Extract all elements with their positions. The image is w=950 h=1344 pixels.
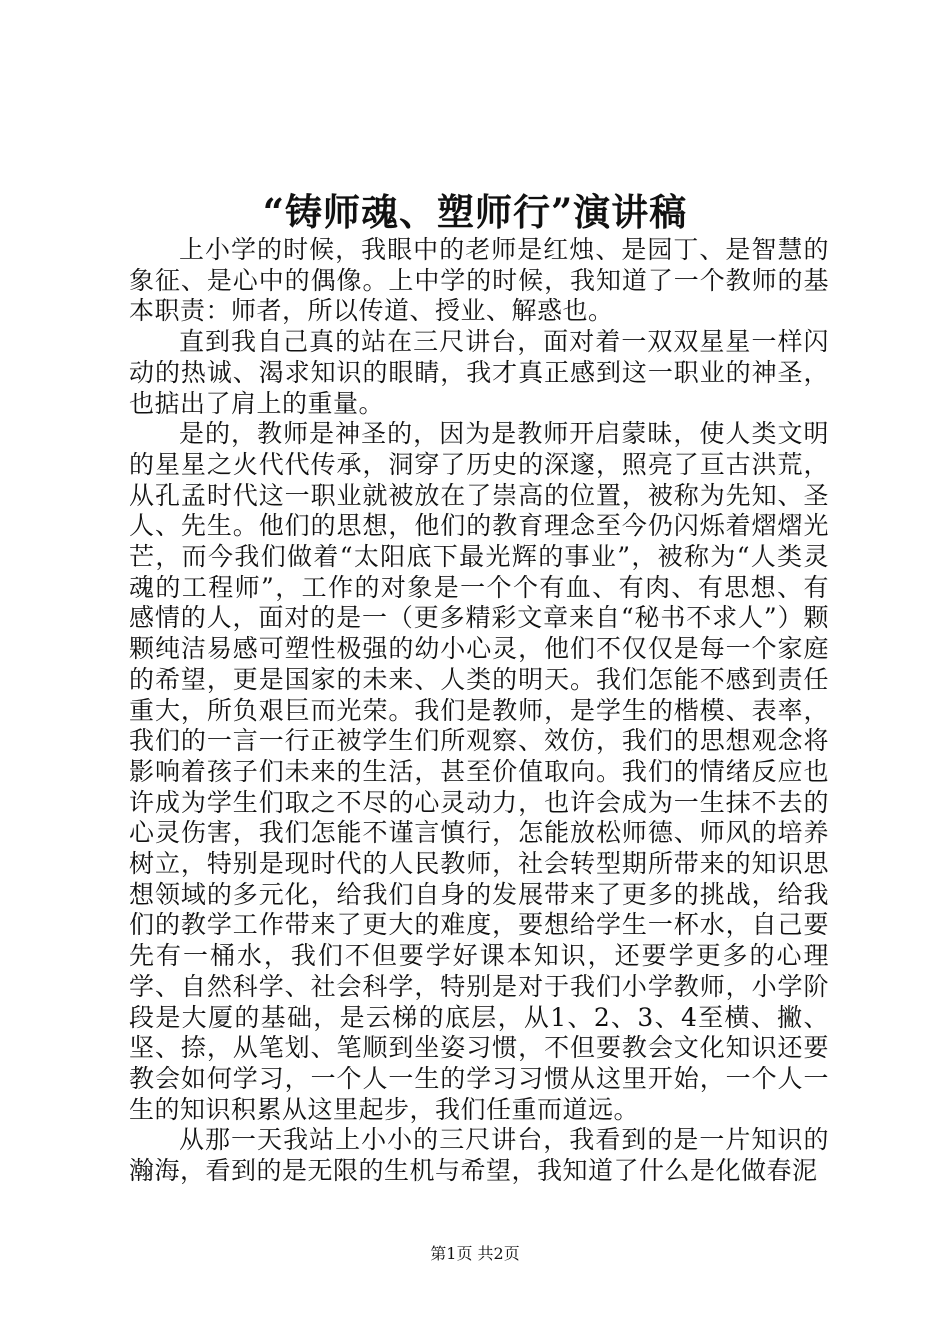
paragraph-4: 从那一天我站上小小的三尺讲台，我看到的是一片知识的瀚海，看到的是无限的生机与希望，我知道了什么是化做春泥 (129, 1125, 829, 1186)
page-title: “铸师魂、塑师行”演讲稿 (262, 190, 688, 234)
paragraph-1: 上小学的时候，我眼中的老师是红烛、是园丁、是智慧的象征、是心中的偶像。上中学的时候，我知道了一个教师的基本职责：师者，所以传道、授业、解惑也。 (129, 235, 829, 326)
page-number-footer: 第1页 共2页 (430, 1244, 520, 1263)
paragraph-3: 是的，教师是神圣的，因为是教师开启蒙昧，使人类文明的星星之火代代传承，洞穿了历史的深邃，照亮了亘古洪荒，从孔孟时代这一职业就被放在了崇高的位置，被称为先知、圣人、先生。他们的思想，他们的教育理念至今仍闪烁着熠熠光芒，而今我们做着“太阳底下最光辉的事业”，被称为“人类灵魂的工程师”，工作的对象是一个个有血、有肉、有思想、有感情的人，面对的是一（更多精彩文章来自“秘书不求人”）颗颗纯洁易感可塑性极强的幼小心灵，他们不仅仅是每一个家庭的希望，更是国家的未来、人类的明天。我们怎能不感到责任重大，所负艰巨而光荣。我们是教师，是学生的楷模、表率，我们的一言一行正被学生们所观察、效仿，我们的思想观念将影响着孩子们未来的生活，甚至价值取向。我们的情绪反应也许成为学生们取之不尽的心灵动力，也许会成为一生抹不去的心灵伤害，我们怎能不谨言慎行，怎能放松师德、师风的培养树立，特别是现时代的人民教师，社会转型期所带来的知识思想领域的多元化，给我们自身的发展带来了更多的挑战，给我们的教学工作带来了更大的难度，要想给学生一杯水，自己要先有一桶水，我们不但要学好课本知识，还要学更多的心理学、自然科学、社会科学，特别是对于我们小学教师，小学阶段是大厦的基础，是云梯的底层，从1、2、3、4至横、撇、坚、捺，从笔划、笔顺到坐姿习惯，不但要教会文化知识还要教会如何学习，一个人一生的学习习惯从这里开始，一个人一生的知识积累从这里起步，我们任重而道远。 (129, 419, 829, 1124)
paragraph-2: 直到我自己真的站在三尺讲台，面对着一双双星星一样闪动的热诚、渴求知识的眼睛，我才真正感到这一职业的神圣，也掂出了肩上的重量。 (129, 327, 829, 418)
document-body (129, 235, 829, 1187)
